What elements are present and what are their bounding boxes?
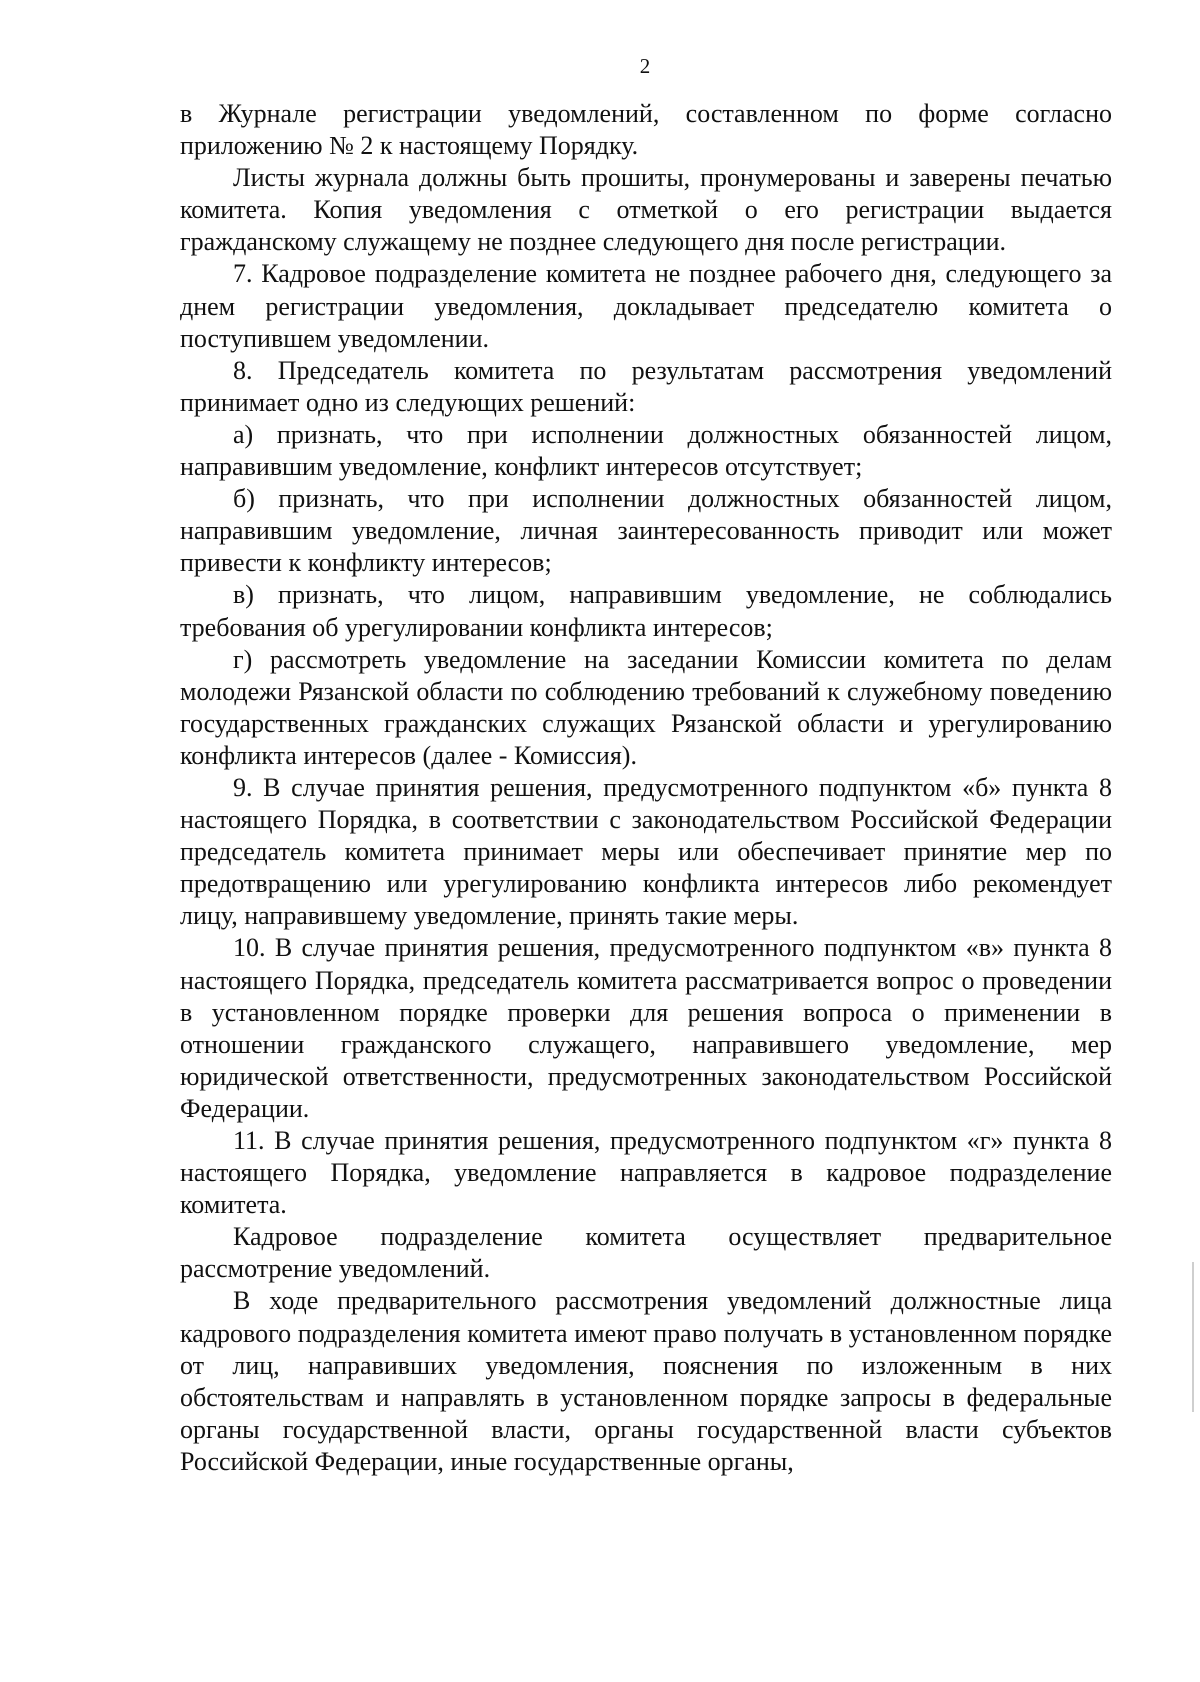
paragraph-journal-sheets: Листы журнала должны быть прошиты, пронумерованы и заверены печатью комитета. Копия уведомления с отметкой о его регистрации выдается гражданскому служащему не позднее следующего дня после регистрации. [180, 163, 1112, 257]
paragraph-item-8: 8. Председатель комитета по результатам рассмотрения уведомлений принимает одно из следующих решений: [180, 355, 1112, 417]
page-number: 2 [639, 54, 651, 78]
paragraph-review-rights: В ходе предварительного рассмотрения уведомлений должностные лица кадрового подразделения комитета имеют право получать в установленном порядке от лиц, направивших уведомления, пояснения по изложенным в них обстоятельствам и направлять в установленном порядке запросы в федеральные органы государственной власти, органы государственной власти субъектов Российской Федерации, иные государственные органы, [180, 1286, 1112, 1476]
paragraph-item-8b: б) признать, что при исполнении должностных обязанностей лицом, направившим уведомление, личная заинтересованность приводит или может привести к конфликту интересов; [180, 484, 1112, 578]
document-body [180, 98, 1112, 1478]
paragraph-item-11: 11. В случае принятия решения, предусмотренного подпунктом «г» пункта 8 настоящего Порядка, уведомление направляется в кадровое подразделение комитета. [180, 1126, 1112, 1220]
paragraph-item-8v: в) признать, что лицом, направившим уведомление, не соблюдались требования об урегулировании конфликта интересов; [180, 580, 1112, 642]
paragraph-item-7: 7. Кадровое подразделение комитета не позднее рабочего дня, следующего за днем регистрации уведомления, докладывает председателю комитета о поступившем уведомлении. [180, 259, 1112, 353]
paragraph-item-8a: а) признать, что при исполнении должностных обязанностей лицом, направившим уведомление, конфликт интересов отсутствует; [180, 419, 1112, 482]
paragraph-item-10: 10. В случае принятия решения, предусмотренного подпунктом «в» пункта 8 настоящего Порядка, председатель комитета рассматривается вопрос о проведении в установленном порядке проверки для решения вопроса о применении в отношении гражданского служащего, направившего уведомление, мер юридической ответственности, предусмотренных законодательством Российской Федерации. [180, 933, 1112, 1123]
paragraph-item-8g: г) рассмотреть уведомление на заседании Комиссии комитета по делам молодежи Рязанской области по соблюдению требований к служебному поведению государственных гражданских служащих Рязанской области и урегулированию конфликта интересов (далее - Комиссия). [180, 644, 1112, 770]
paragraph-item-9: 9. В случае принятия решения, предусмотренного подпунктом «б» пункта 8 настоящего Порядка, в соответствии с законодательством Российской Федерации председатель комитета принимает меры или обеспечивает принятие мер по предотвращению или урегулированию конфликта интересов либо рекомендует лицу, направившему уведомление, принять такие меры. [180, 772, 1112, 931]
scan-edge-mark [1192, 1262, 1194, 1412]
paragraph-journal-registration: в Журнале регистрации уведомлений, составленном по форме согласно приложению № 2 к настоящему Порядку. [180, 99, 1112, 161]
paragraph-preliminary-review: Кадровое подразделение комитета осуществляет предварительное рассмотрение уведомлений. [180, 1222, 1112, 1284]
